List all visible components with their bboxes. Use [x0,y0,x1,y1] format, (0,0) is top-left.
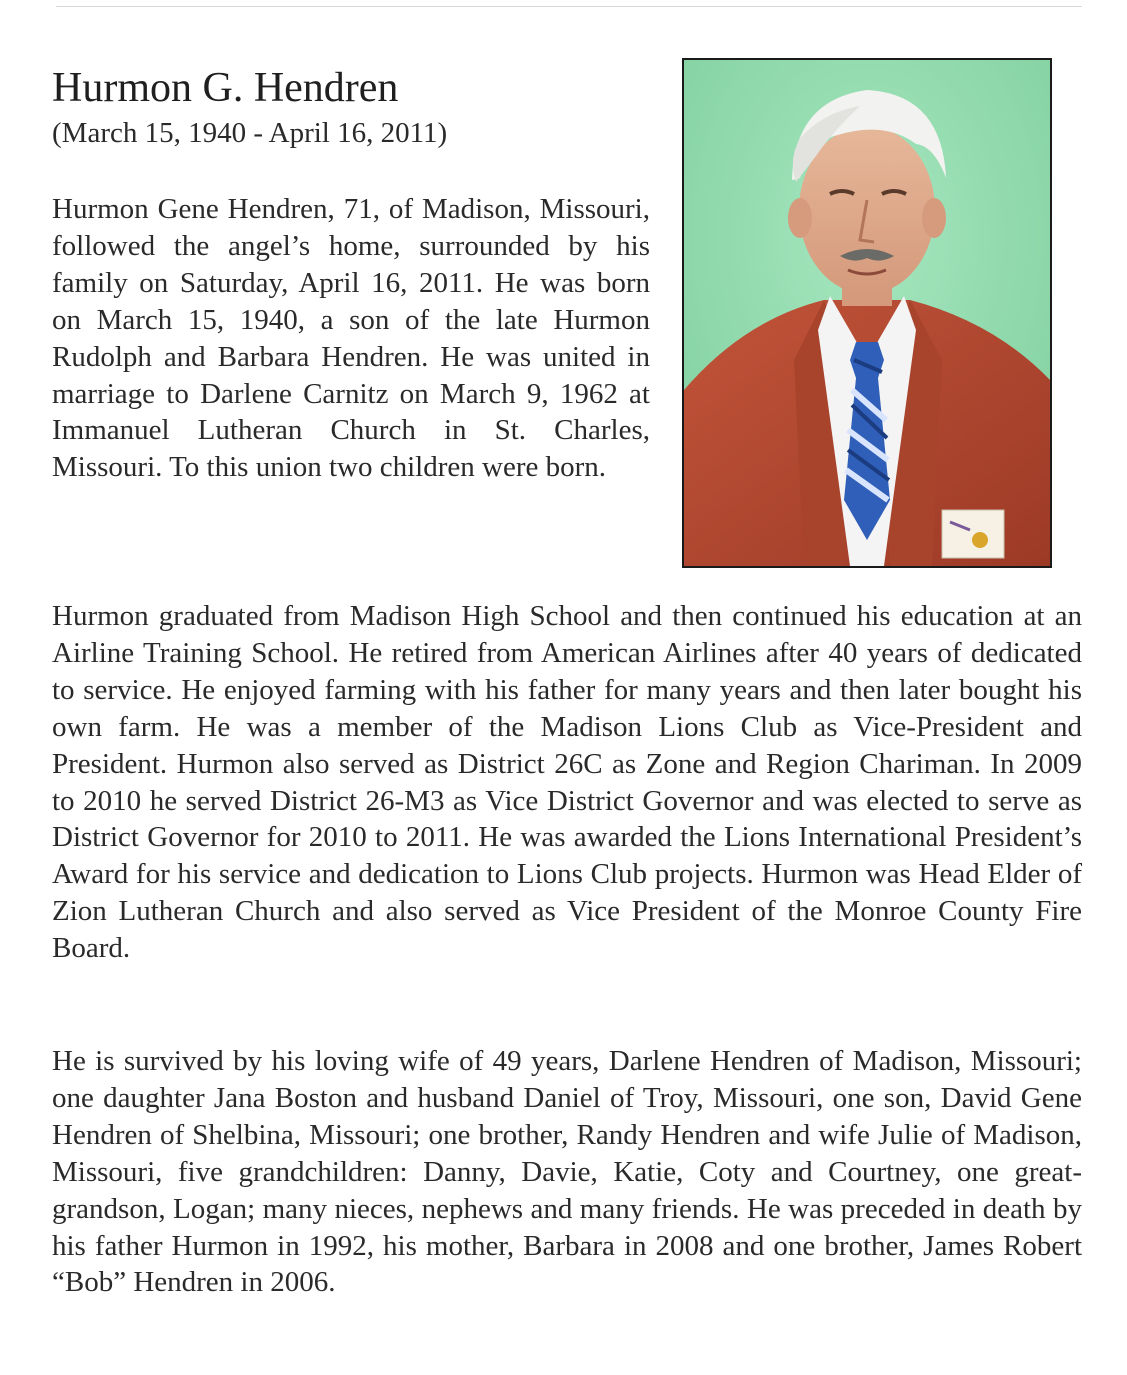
life-dates: (March 15, 1940 - April 16, 2011) [52,117,448,149]
portrait-illustration [684,60,1050,566]
portrait-photo [682,58,1052,568]
obituary-title: Hurmon G. Hendren [52,65,399,111]
paragraph-career: Hurmon graduated from Madison High School and then continued his education at an Airline Training School. He retired from American Airlines after 40 years of dedicated to service. He enjoyed farming with his father for many years and then later bought his own farm. He was a member of the Madison Lions Club as Vice-President and President. Hurmon also served as District 26C as Zone and Region Chariman. In 2009 to 2010 he served District 26-M3 as Vice District Governor and was elected to serve as District Governor for 2010 to 2011. He was awarded the Lions International President’s Award for his service and dedication to Lions Club projects. Hurmon was Head Elder of Zion Lutheran Church and also served as Vice President of the Monroe County Fire Board. [52,600,1082,965]
paragraph-biography-intro: Hurmon Gene Hendren, 71, of Madison, Missouri, followed the angel’s home, surrounded by his family on Saturday, April 16, 2011. He was born on March 15, 1940, a son of the late Hurmon Rudolph and Barbara Hendren. He was united in marriage to Darlene Carnitz on March 9, 1962 at Immanuel Lutheran Church in St. Charles, Missouri. To this union two children were born. [52,193,650,484]
paragraph-survivors: He is survived by his loving wife of 49 years, Darlene Hendren of Madison, Missouri; one daughter Jana Boston and husband Daniel of Troy, Missouri, one son, David Gene Hendren of Shelbina, Missouri; one brother, Randy Hendren and wife Julie of Madison, Missouri, five grandchildren: Danny, Davie, Katie, Coty and Courtney, one great-grandson, Logan; many nieces, nephews and many friends. He was preceded in death by his father Hurmon in 1992, his mother, Barbara in 2008 and one brother, James Robert “Bob” Hendren in 2006. [52,1045,1082,1299]
top-divider [56,6,1082,7]
